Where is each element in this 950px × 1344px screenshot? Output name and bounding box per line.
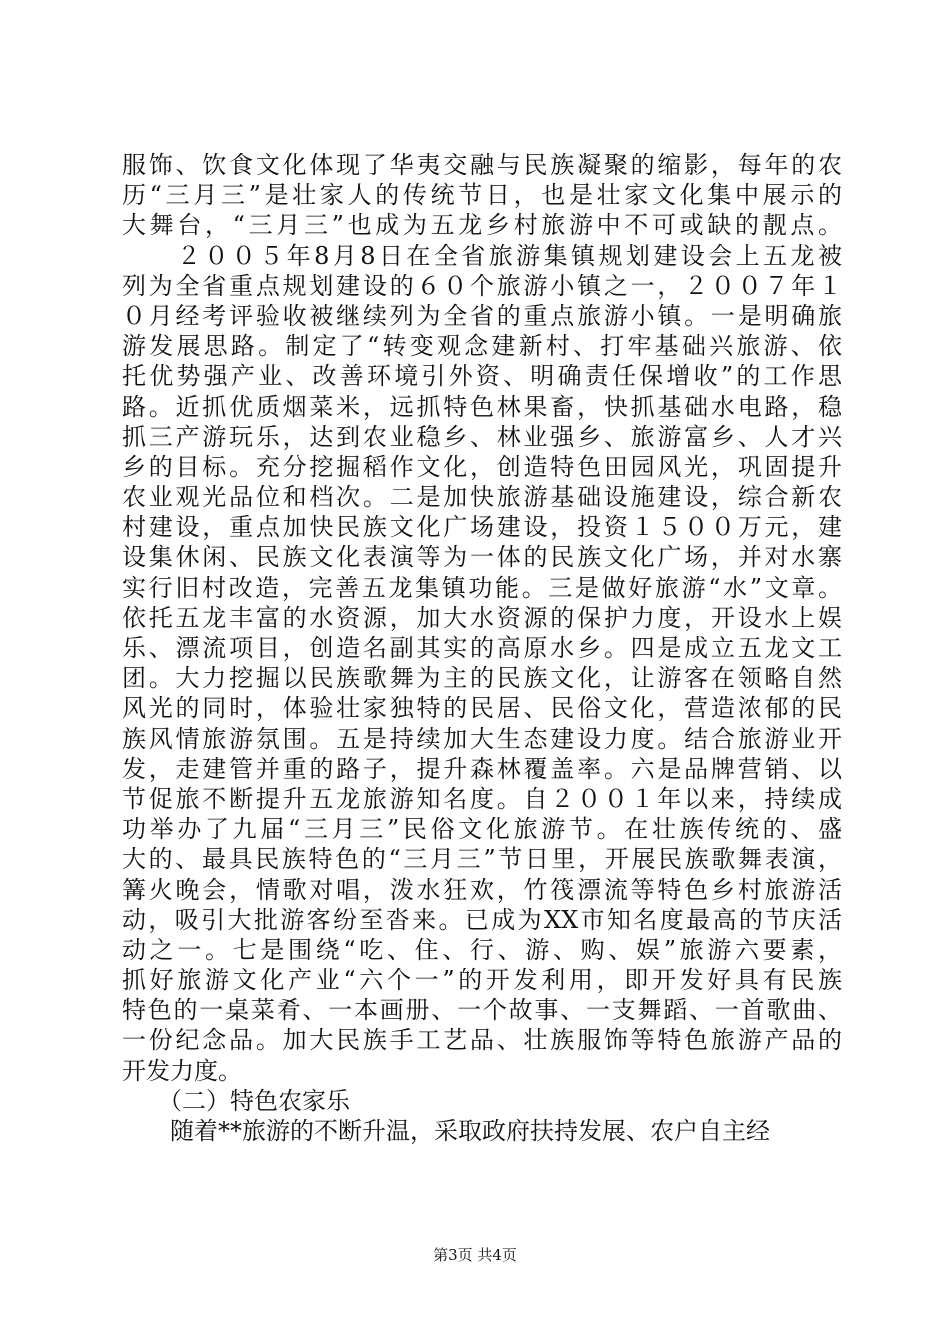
text-line: 族风情旅游氛围。五是持续加大生态建设力度。结合旅游业开 — [122, 724, 842, 753]
text-line: 节促旅不断提升五龙旅游知名度。自２００１年以来，持续成 — [122, 784, 842, 813]
text-line: 随着**旅游的不断升温，采取政府扶持发展、农户自主经 — [122, 1117, 770, 1145]
text-line: 乐、漂流项目，创造名副其实的高原水乡。四是成立五龙文工 — [122, 634, 842, 662]
text-line: 乡的目标。充分挖掘稻作文化，创造特色田园风光，巩固提升 — [122, 452, 842, 481]
text-line: 动，吸引大批游客纷至沓来。已成为XX市知名度最高的节庆活 — [122, 905, 842, 934]
body-text — [122, 150, 842, 1146]
text-line: 游发展思路。制定了“转变观念建新村、打牢基础兴旅游、依 — [122, 332, 842, 361]
section-heading: （二）特色农家乐 — [122, 1086, 350, 1115]
text-line: 特色的一桌菜肴、一本画册、一个故事、一支舞蹈、一首歌曲、 — [122, 996, 842, 1025]
text-line: 农业观光品位和档次。二是加快旅游基础设施建设，综合新农 — [122, 483, 842, 512]
text-line: 抓三产游玩乐，达到农业稳乡、林业强乡、旅游富乡、人才兴 — [122, 422, 842, 451]
text-line: 列为全省重点规划建设的６０个旅游小镇之一，２００７年１ — [122, 271, 842, 300]
text-line: 大舞台，“三月三”也成为五龙乡村旅游中不可或缺的靓点。 — [122, 211, 842, 240]
text-line: 历“三月三”是壮家人的传统节日，也是壮家文化集中展示的 — [122, 181, 842, 210]
text-line: 设集休闲、民族文化表演等为一体的民族文化广场，并对水寨 — [122, 543, 842, 572]
text-line: 服饰、饮食文化体现了华夷交融与民族凝聚的缩影，每年的农 — [122, 151, 842, 179]
text-line: ２００５年8月8日在全省旅游集镇规划建设会上五龙被 — [122, 241, 842, 270]
text-line: 开发力度。 — [122, 1056, 242, 1085]
text-line: 大的、最具民族特色的“三月三”节日里，开展民族歌舞表演， — [122, 845, 842, 874]
text-line: 托优势强产业、改善环境引外资、明确责任保增收”的工作思 — [122, 362, 842, 391]
text-line: 风光的同时，体验壮家独特的民居、民俗文化，营造浓郁的民 — [122, 694, 842, 723]
page-footer: 第3页 共4页 — [433, 1246, 517, 1264]
text-line: 抓好旅游文化产业“六个一”的开发利用，即开发好具有民族 — [122, 966, 842, 995]
text-line: 依托五龙丰富的水资源，加大水资源的保护力度，开设水上娱 — [122, 603, 842, 632]
text-line: 发，走建管并重的路子，提升森林覆盖率。六是品牌营销、以 — [122, 754, 842, 783]
text-line: ０月经考评验收被继续列为全省的重点旅游小镇。一是明确旅 — [122, 301, 842, 330]
text-line: 团。大力挖掘以民族歌舞为主的民族文化，让游客在领略自然 — [122, 664, 842, 693]
text-line: 篝火晚会，情歌对唱，泼水狂欢，竹筏漂流等特色乡村旅游活 — [122, 875, 842, 904]
text-line: 一份纪念品。加大民族手工艺品、壮族服饰等特色旅游产品的 — [122, 1026, 842, 1055]
text-line: 村建设，重点加快民族文化广场建设，投资１５００万元，建 — [122, 513, 842, 542]
text-line: 实行旧村改造，完善五龙集镇功能。三是做好旅游“水”文章。 — [122, 573, 842, 602]
text-line: 功举办了九届“三月三”民俗文化旅游节。在壮族传统的、盛 — [122, 815, 842, 844]
text-line: 动之一。七是围绕“吃、住、行、游、购、娱”旅游六要素， — [122, 935, 842, 964]
text-line: 路。近抓优质烟菜米，远抓特色林果畜，快抓基础水电路，稳 — [122, 392, 842, 421]
